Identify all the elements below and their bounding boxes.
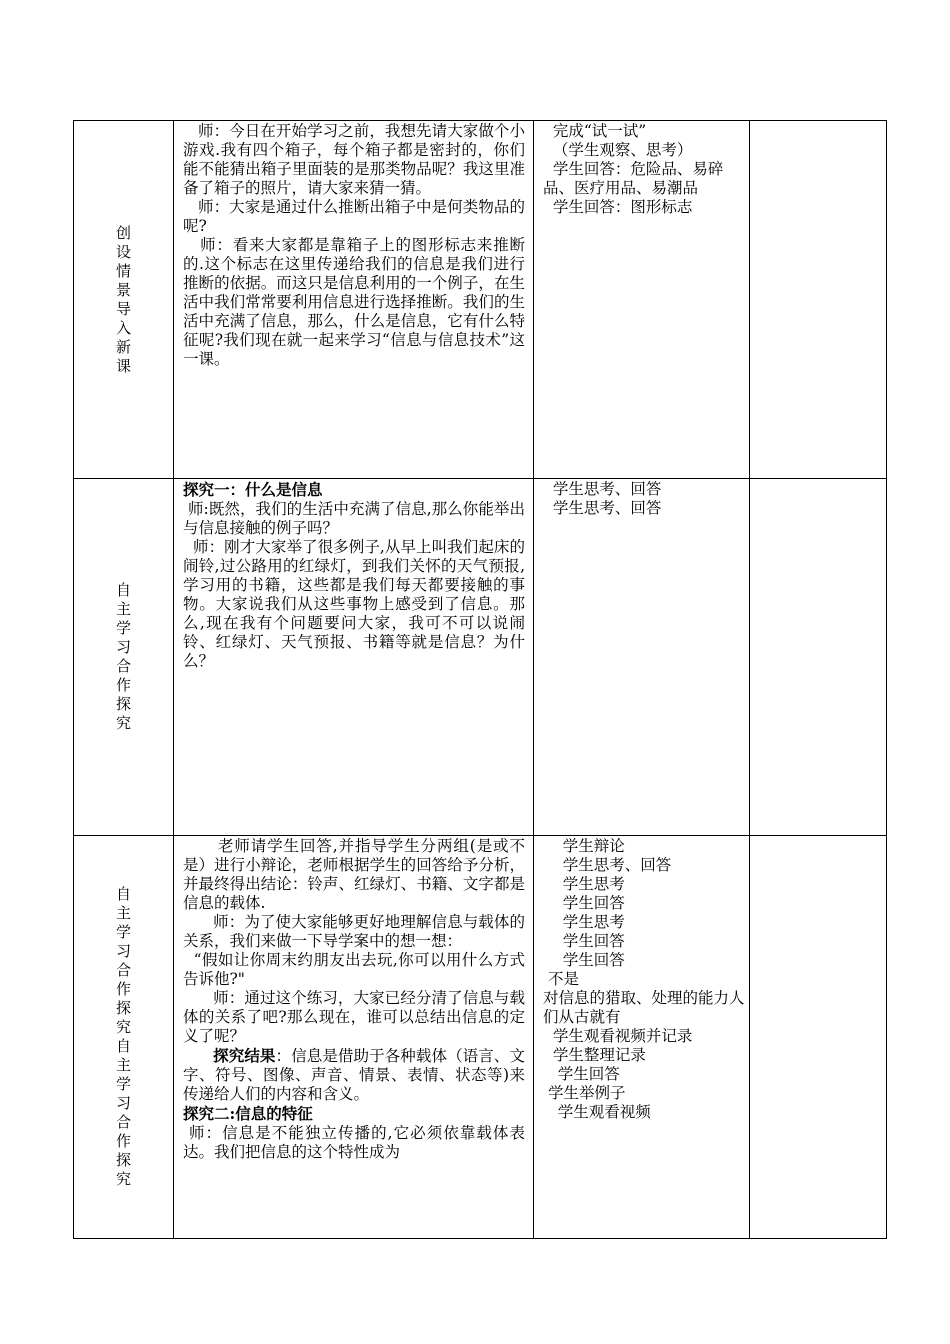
notes-cell (750, 836, 887, 1239)
student-line: 完成“试一试” (543, 122, 647, 140)
student-line: 对信息的猎取、处理的能力人们从古就有 (543, 989, 745, 1026)
teacher-paragraph: 师：大家是通过什么推断出箱子中是何类物品的呢? (183, 198, 525, 235)
result-paragraph (183, 1046, 525, 1104)
result-label: 探究结果 (213, 1046, 276, 1065)
teacher-paragraph: 老师请学生回答,并指导学生分两组(是或不是）进行小辩论，老师根据学生的回答给予分析，并最终得出结论：铃声、红绿灯、书籍、文字都是信息的载体. (183, 837, 525, 912)
stage-cell (74, 121, 174, 479)
table-row (74, 121, 887, 479)
student-line: 学生思考、回答 (543, 480, 662, 498)
student-line: （学生观察、思考） (543, 141, 693, 159)
stage-cell (74, 479, 174, 836)
student-line: 学生回答 (543, 1065, 620, 1083)
student-line: 不是 (543, 970, 579, 988)
teacher-paragraph: 师：看来大家都是靠箱子上的图形标志来推断的.这个标志在这里传递给我们的信息是我们进行推断的依据。而这只是信息利用的一个例子，在生活中我们常常要利用信息进行选择推断。我们的生活中充满了信息，那么，什么是信息，它有什么特征呢?我们现在就一起来学习“信息与信息技术”这一课。 (183, 236, 525, 368)
student-line: 学生观看视频 (543, 1103, 651, 1121)
student-line: 学生辩论 (543, 837, 625, 855)
stage-label: 自主学习合作探究自主学习合作探究 (116, 885, 132, 1188)
student-line: 学生整理记录 (543, 1046, 646, 1064)
teacher-activity-cell (174, 121, 534, 479)
result-text: ：信息是借助于各种载体（语言、文字、符号、图像、声音、情景、表情、状态等)来传递给人们的内容和含义。 (183, 1047, 525, 1103)
student-line: 学生思考 (543, 913, 625, 931)
student-line: 学生思考、回答 (543, 856, 672, 874)
student-activity-cell (534, 479, 750, 836)
teacher-paragraph: “假如让你周末约朋友出去玩,你可以用什么方式告诉他?" (183, 951, 525, 988)
teacher-paragraph: 师：信息是不能独立传播的,它必须依靠载体表达。我们把信息的这个特性成为 (183, 1124, 525, 1161)
student-line: 学生回答 (543, 951, 625, 969)
student-line: 学生观看视频并记录 (543, 1027, 693, 1045)
section-heading: 探究一：什么是信息 (183, 480, 323, 499)
student-line: 学生举例子 (543, 1084, 626, 1102)
teacher-paragraph: 师：刚才大家举了很多例子,从早上叫我们起床的闹铃,过公路用的红绿灯，到我们关怀的天气预报,学习用的书籍，这些都是我们每天都要接触的事物。大家说我们从这些事物上感受到了信息。那么,现在我有个问题要问大家，我可不可以说闹铃、红绿灯、天气预报、书籍等就是信息？为什么？ (183, 538, 525, 670)
notes-cell (750, 121, 887, 479)
student-line: 学生思考、回答 (543, 499, 662, 517)
student-activity-cell (534, 121, 750, 479)
teacher-paragraph: 师：通过这个练习，大家已经分清了信息与载体的关系了吧?那么现在，谁可以总结出信息的定义了呢？ (183, 989, 525, 1045)
student-line: 学生回答：危险品、易碎品、医疗用品、易潮品 (543, 160, 724, 197)
stage-label: 创设情景导入新课 (116, 223, 132, 375)
student-line: 学生回答 (543, 932, 625, 950)
stage-label: 自主学习合作探究 (116, 581, 132, 732)
student-line: 学生回答 (543, 894, 625, 912)
lesson-plan-table (73, 120, 887, 1239)
student-activity-cell (534, 836, 750, 1239)
table-row (74, 836, 887, 1239)
table-row (74, 479, 887, 836)
teacher-activity-cell (174, 479, 534, 836)
stage-cell (74, 836, 174, 1239)
teacher-paragraph: 师：今日在开始学习之前，我想先请大家做个小游戏.我有四个箱子，每个箱子都是密封的，你们能不能猜出箱子里面装的是那类物品呢？我这里准备了箱子的照片，请大家来猜一猜。 (183, 122, 525, 197)
teacher-paragraph: 师：为了使大家能够更好地理解信息与载体的关系，我们来做一下导学案中的想一想： (183, 913, 525, 950)
student-line: 学生思考 (543, 875, 625, 893)
notes-cell (750, 479, 887, 836)
student-line: 学生回答：图形标志 (543, 198, 693, 216)
teacher-paragraph: 师:既然，我们的生活中充满了信息,那么你能举出与信息接触的例子吗？ (183, 500, 525, 537)
section-heading: 探究二:信息的特征 (183, 1104, 313, 1123)
teacher-activity-cell (174, 836, 534, 1239)
